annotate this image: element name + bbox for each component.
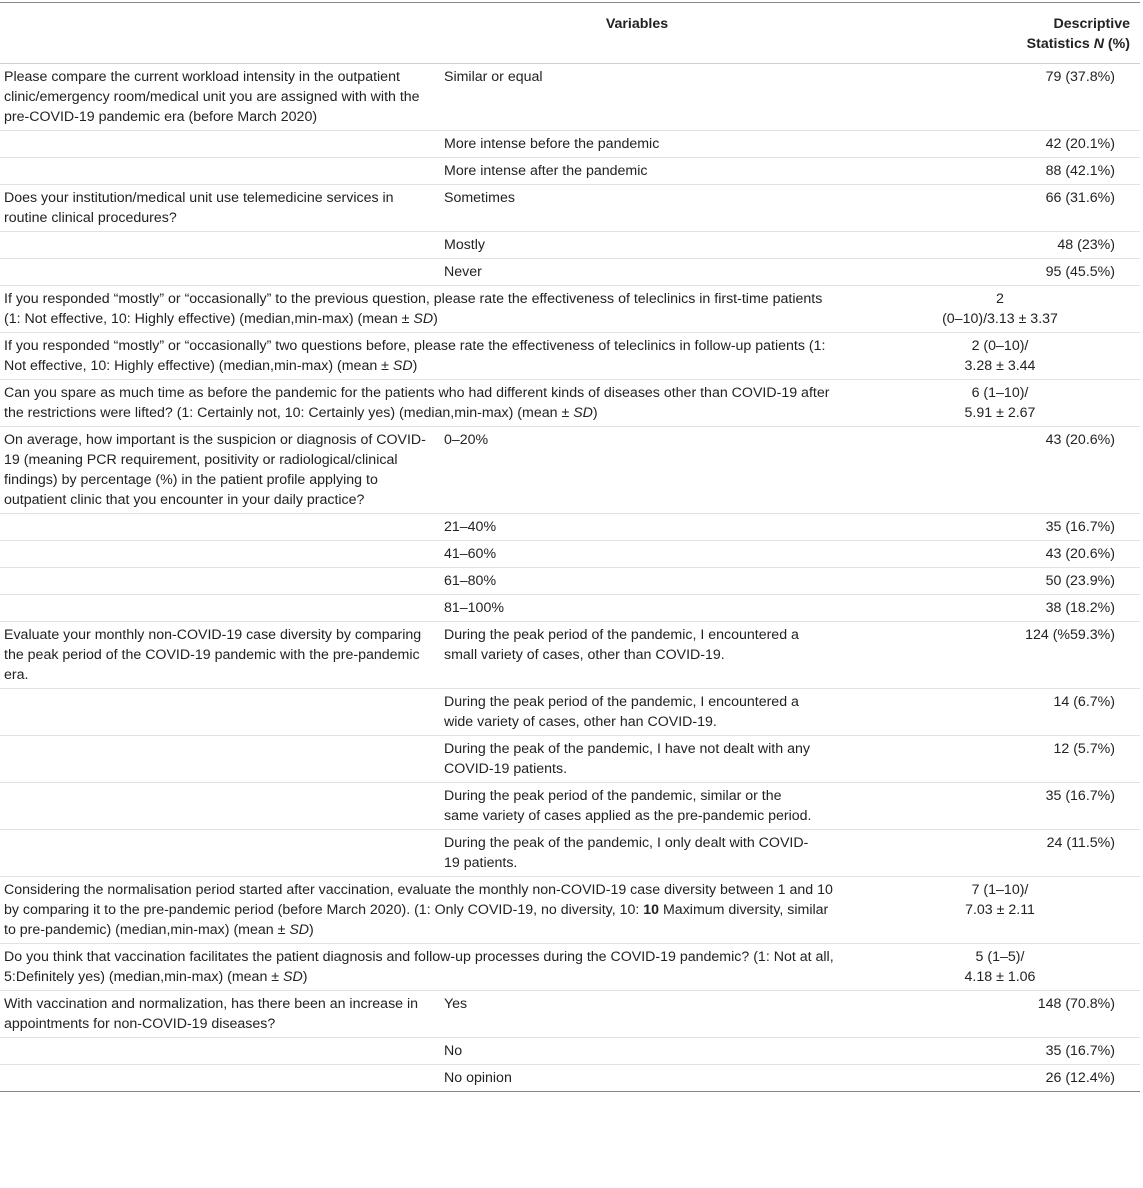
table-row	[0, 232, 1140, 259]
table-header-row	[0, 3, 1140, 64]
value-cell: 50 (23.9%)	[1045, 573, 1115, 589]
table-row	[0, 991, 1140, 1038]
question-cell: On average, how important is the suspicion or diagnosis of COVID-19 (meaning PCR requirement, positivity or radiological/clinical findings) by percentage (%) in the patient profile applying to outpatient clinic that you encounter in your daily practice?	[4, 432, 426, 508]
question-cell: If you responded “mostly” or “occasionally” to the previous question, please rate the effectiveness of teleclinics in first-time patients (1: Not effective, 10: Highly effective) (median,min-max) (mean ± SD)	[4, 291, 823, 327]
option-cell: No opinion	[444, 1070, 512, 1086]
value-cell: 42 (20.1%)	[1045, 136, 1115, 152]
table-row	[0, 622, 1140, 689]
question-cell: Does your institution/medical unit use telemedicine services in routine clinical procedures?	[4, 190, 394, 226]
table-row	[0, 158, 1140, 185]
table-row	[0, 783, 1140, 830]
question-cell: Considering the normalisation period started after vaccination, evaluate the monthly non-COVID-19 case diversity between 1 and 10 by comparing it to the pre-pandemic period (before March 2020). (1: Only COVID-19, no diversity, 10: 10 Maximum diversity, similar to pre-pandemic) (median,min-max) (mean ± SD)	[4, 882, 833, 938]
option-cell: More intense after the pandemic	[444, 163, 648, 179]
question-cell: If you responded “mostly” or “occasionally” two questions before, please rate the effectiveness of teleclinics in follow-up patients (1: Not effective, 10: Highly effective) (median,min-max) (mean ± SD)	[4, 338, 826, 374]
table-row	[0, 1065, 1140, 1092]
survey-table	[0, 2, 1140, 1092]
question-cell: Do you think that vaccination facilitates the patient diagnosis and follow-up processes during the COVID-19 pandemic? (1: Not at all, 5:Definitely yes) (median,min-max) (mean ± SD)	[4, 949, 834, 985]
table-row	[0, 427, 1140, 514]
header-blank	[0, 3, 440, 64]
value-cell: 66 (31.6%)	[1045, 190, 1115, 206]
value-cell: 124 (%59.3%)	[1025, 627, 1115, 643]
value-cell: 79 (37.8%)	[1045, 69, 1115, 85]
header-variables: Variables	[605, 16, 669, 32]
option-cell: More intense before the pandemic	[444, 136, 660, 152]
value-cell: 88 (42.1%)	[1045, 163, 1115, 179]
table-row	[0, 736, 1140, 783]
table-row	[0, 131, 1140, 158]
option-cell: Mostly	[444, 237, 485, 253]
value-cell: 38 (18.2%)	[1045, 600, 1115, 616]
table-row	[0, 595, 1140, 622]
option-cell: 0–20%	[444, 432, 489, 448]
value-cell: 7 (1–10)/ 7.03 ± 2.11	[965, 882, 1035, 918]
value-cell: 95 (45.5%)	[1045, 264, 1115, 280]
option-cell: During the peak period of the pandemic, I encountered a wide variety of cases, other han COVID-19.	[444, 694, 799, 730]
value-cell: 14 (6.7%)	[1053, 694, 1115, 710]
table-row	[0, 1038, 1140, 1065]
question-cell: Evaluate your monthly non-COVID-19 case diversity by comparing the peak period of the COVID-19 pandemic with the pre-pandemic era.	[4, 627, 422, 683]
table-row	[0, 944, 1140, 991]
option-cell: During the peak period of the pandemic, similar or the same variety of cases applied as the pre-pandemic period.	[444, 788, 812, 824]
header-descriptive-statistics: Descriptive Statistics N (%)	[1026, 16, 1130, 52]
option-cell: 41–60%	[444, 546, 497, 562]
value-cell: 43 (20.6%)	[1045, 546, 1115, 562]
option-cell: During the peak of the pandemic, I have not dealt with any COVID-19 patients.	[444, 741, 810, 777]
value-cell: 2 (0–10)/3.13 ± 3.37	[942, 291, 1058, 327]
value-cell: 6 (1–10)/ 5.91 ± 2.67	[964, 385, 1036, 421]
value-cell: 5 (1–5)/ 4.18 ± 1.06	[964, 949, 1036, 985]
table-row	[0, 541, 1140, 568]
value-cell: 12 (5.7%)	[1053, 741, 1115, 757]
option-cell: Yes	[444, 996, 468, 1012]
option-cell: 81–100%	[444, 600, 504, 616]
option-cell: Similar or equal	[444, 69, 543, 85]
table-row	[0, 830, 1140, 877]
option-cell: During the peak period of the pandemic, I encountered a small variety of cases, other than COVID-19.	[444, 627, 799, 663]
table-row	[0, 286, 1140, 333]
value-cell: 43 (20.6%)	[1045, 432, 1115, 448]
value-cell: 26 (12.4%)	[1045, 1070, 1115, 1086]
value-cell: 148 (70.8%)	[1037, 996, 1115, 1012]
option-cell: No	[444, 1043, 463, 1059]
table-row	[0, 689, 1140, 736]
value-cell: 2 (0–10)/ 3.28 ± 3.44	[964, 338, 1036, 374]
question-cell: With vaccination and normalization, has there been an increase in appointments for non-COVID-19 diseases?	[4, 996, 419, 1032]
value-cell: 35 (16.7%)	[1045, 1043, 1115, 1059]
table-row	[0, 185, 1140, 232]
table-row	[0, 568, 1140, 595]
value-cell: 24 (11.5%)	[1046, 835, 1115, 851]
option-cell: Never	[444, 264, 482, 280]
table-row	[0, 259, 1140, 286]
option-cell: 21–40%	[444, 519, 497, 535]
question-cell: Can you spare as much time as before the pandemic for the patients who had different kinds of diseases other than COVID-19 after the restrictions were lifted? (1: Certainly not, 10: Certainly yes) (median,min-max) (mean ± SD)	[4, 385, 830, 421]
question-cell: Please compare the current workload intensity in the outpatient clinic/emergency room/medical unit you are assigned with with the pre-COVID-19 pandemic era (before March 2020)	[4, 69, 420, 125]
table-row	[0, 380, 1140, 427]
option-cell: During the peak of the pandemic, I only dealt with COVID-19 patients.	[444, 835, 809, 871]
option-cell: Sometimes	[444, 190, 515, 206]
value-cell: 35 (16.7%)	[1045, 788, 1115, 804]
table-row	[0, 514, 1140, 541]
table-row	[0, 877, 1140, 944]
table-row	[0, 64, 1140, 131]
option-cell: 61–80%	[444, 573, 497, 589]
value-cell: 35 (16.7%)	[1045, 519, 1115, 535]
value-cell: 48 (23%)	[1057, 237, 1115, 253]
table-row	[0, 333, 1140, 380]
